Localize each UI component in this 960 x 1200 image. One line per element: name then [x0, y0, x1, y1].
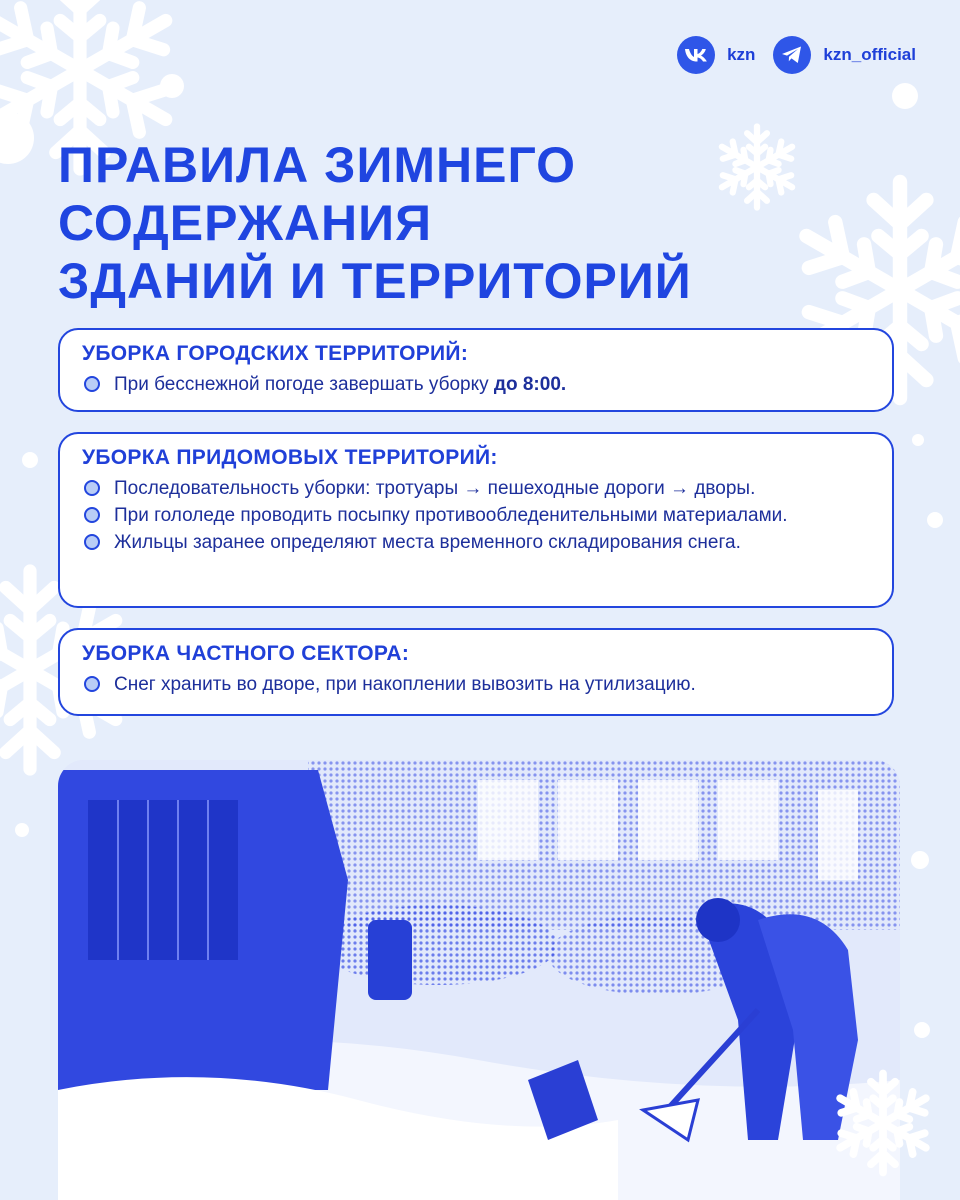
card-heading: УБОРКА ГОРОДСКИХ ТЕРРИТОРИЙ:: [82, 342, 469, 365]
title-line: ЗДАНИЙ И ТЕРРИТОРИЙ: [58, 253, 692, 309]
bullet-icon: [84, 507, 100, 523]
list-item-text: Последовательность уборки: тротуары → пешеходные дороги → дворы.: [114, 478, 756, 499]
list-item-text: При бесснежной погоде завершать уборку: [114, 374, 494, 395]
list-item: [82, 530, 870, 556]
card-heading: УБОРКА ЧАСТНОГО СЕКТОРА:: [82, 642, 410, 665]
card-list: [82, 476, 870, 556]
bullet-icon: [84, 376, 100, 392]
vk-link[interactable]: [677, 36, 755, 74]
card-private-sector: [58, 628, 894, 716]
list-item: [82, 372, 870, 398]
photo-illustration: [58, 760, 900, 1200]
card-list: [82, 372, 870, 398]
card-heading: УБОРКА ПРИДОМОВЫХ ТЕРРИТОРИЙ:: [82, 446, 498, 469]
vk-handle: kzn: [727, 45, 756, 64]
telegram-handle: kzn_official: [823, 45, 916, 64]
snowflake-decoration-small-right: [712, 122, 802, 212]
list-item-text: При гололеде проводить посыпку противообледенительными материалами.: [114, 505, 788, 526]
list-item: [82, 503, 870, 529]
title-line: ПРАВИЛА ЗИМНЕГО: [58, 137, 577, 193]
card-adjacent-territories: [58, 432, 894, 608]
title-line: СОДЕРЖАНИЯ: [58, 195, 433, 251]
list-item-text: Снег хранить во дворе, при накоплении вывозить на утилизацию.: [114, 674, 696, 695]
telegram-icon: [773, 36, 811, 74]
card-list: [82, 672, 870, 698]
list-item: [82, 672, 870, 698]
page-title: [58, 136, 692, 310]
bullet-icon: [84, 534, 100, 550]
list-item-bold: до 8:00.: [493, 374, 567, 395]
social-links: [677, 36, 916, 74]
bullet-icon: [84, 480, 100, 496]
snow-cleanup-photo: [58, 760, 900, 1200]
list-item: [82, 476, 870, 502]
telegram-link[interactable]: [773, 36, 916, 74]
list-item-text: Жильцы заранее определяют места временного складирования снега.: [114, 532, 741, 553]
bullet-icon: [84, 676, 100, 692]
vk-logo-icon: [677, 36, 715, 74]
card-city-territories: [58, 328, 894, 412]
